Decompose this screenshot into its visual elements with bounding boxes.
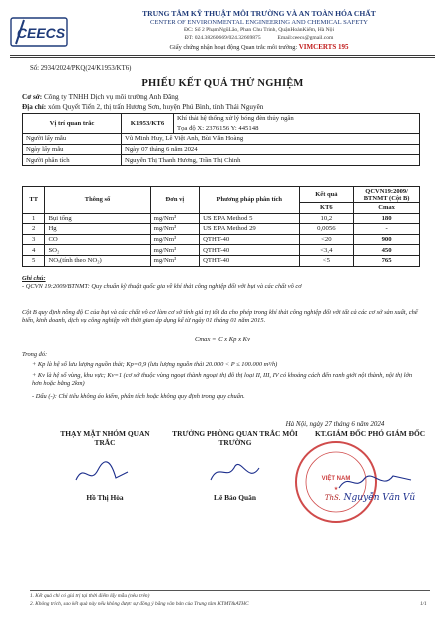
- note-where: Trong đó:: [22, 351, 48, 358]
- formula: Cmax = C x Kp x Kv: [195, 336, 250, 343]
- note-kv: + Kv là hệ số vùng, khu vực; Kv=1 (cơ sở thuộc vùng ngoại thành ngoại thị đô thị loại II, III, IV có khoảng cách đến ranh giới nội thành, nội thị lớn hơn hoặc bằng 2km): [32, 372, 413, 388]
- date-value: Ngày 07 tháng 6 năm 2024: [122, 144, 420, 155]
- note-kp: + Kp là hệ số lưu lượng nguồn thải; Kp=0,9 (lưu lượng nguồn thải 20.000 < P ≤ 100.000 m³/h): [32, 361, 278, 368]
- row-result: <3,4: [299, 245, 354, 256]
- row-unit: mg/Nm³: [150, 224, 199, 235]
- sign-date: Hà Nội, ngày 27 tháng 6 năm 2024: [285, 420, 385, 428]
- org-tel: ĐT: 024.38260669/024.32669875: [184, 35, 261, 41]
- col-result-code: KT6: [299, 203, 354, 214]
- row-tt: 4: [23, 245, 45, 256]
- result-row: [23, 255, 420, 266]
- info-row-date: [23, 144, 420, 155]
- row-limit: 450: [354, 245, 420, 256]
- footer-divider: [30, 590, 430, 591]
- page-number: 1/1: [420, 601, 427, 607]
- row-param: SO₂: [45, 245, 150, 256]
- row-param: Bụi tổng: [45, 213, 150, 224]
- svg-text:★: ★: [333, 486, 339, 492]
- org-contact: [78, 35, 440, 41]
- header-divider-thin: [10, 57, 435, 58]
- row-method: QTHT-40: [200, 234, 299, 245]
- note-qcvn: - QCVN 19:2009/BTNMT: Quy chuẩn kỹ thuật quốc gia về khí thải công nghiệp đối với bụi và các chất vô cơ: [22, 283, 302, 290]
- info-row-analyst: [23, 155, 420, 166]
- row-result: <5: [299, 255, 354, 266]
- row-unit: mg/Nm³: [150, 213, 199, 224]
- row-result: <20: [299, 234, 354, 245]
- footer-note-2: 2. Không trích, sao kết quả này nếu không được sự đồng ý bằng văn bản của Trung tâm KTMT&ATHC: [30, 601, 249, 607]
- sampler-label: Người lấy mẫu: [23, 134, 122, 145]
- row-tt: 1: [23, 213, 45, 224]
- location-coords: Tọa độ X: 2376156 Y: 445148: [174, 124, 420, 134]
- results-table: [22, 186, 420, 267]
- row-unit: mg/Nm³: [150, 234, 199, 245]
- analyst-value: Nguyễn Thị Thanh Hương, Trần Thị Chinh: [122, 155, 420, 166]
- header-divider: [10, 55, 435, 56]
- client-value: Công ty TNHH Dịch vụ môi trường Anh Đăng: [43, 93, 179, 101]
- doc-number: Số: 2934/2024/PKQ(24/K1953/KT6): [30, 65, 132, 72]
- date-label: Ngày lấy mẫu: [23, 144, 122, 155]
- signature-2: [205, 456, 265, 488]
- row-method: US EPA Method 5: [200, 213, 299, 224]
- org-name-vn: TRUNG TÂM KỸ THUẬT MÔI TRƯỜNG VÀ AN TOÀN HÓA CHẤT: [142, 9, 376, 18]
- signer2-name: Lê Bảo Quân: [214, 493, 256, 502]
- location-label: Vị trí quan trắc: [23, 114, 122, 134]
- signer3-prefix: ThS.: [324, 494, 341, 502]
- signer3-name-line: [295, 493, 445, 503]
- row-tt: 3: [23, 234, 45, 245]
- info-table: [22, 113, 420, 166]
- col-param: Thông số: [45, 187, 150, 214]
- col-tt: TT: [23, 187, 45, 214]
- doc-title: PHIẾU KẾT QUẢ THỬ NGHIỆM: [141, 78, 304, 89]
- signature-1: [72, 458, 132, 488]
- row-limit: 180: [354, 213, 420, 224]
- info-row-location: [23, 114, 420, 124]
- info-row-sampler: [23, 134, 420, 145]
- signer3-name: Nguyễn Văn Vũ: [343, 493, 416, 503]
- org-name-en: CENTER OF ENVIRONMENTAL ENGINEERING AND CHEMICAL SAFETY: [149, 19, 369, 26]
- client-line: [22, 93, 178, 101]
- logo-text: CEECS: [16, 25, 66, 41]
- row-limit: -: [354, 224, 420, 235]
- footer-note-1: 1. Kết quả chỉ có giá trị tại thời điểm lấy mẫu (nêu trên): [30, 593, 150, 599]
- analyst-label: Người phân tích: [23, 155, 122, 166]
- row-tt: 5: [23, 255, 45, 266]
- signer1-title: THẠY MẶT NHÓM QUAN TRẮC: [60, 429, 150, 447]
- svg-text:VIỆT NAM: VIỆT NAM: [321, 476, 351, 482]
- location-code: K1953/KT6: [122, 114, 174, 134]
- col-unit: Đơn vị: [150, 187, 199, 214]
- row-method: US EPA Method 29: [200, 224, 299, 235]
- row-param: CO: [45, 234, 150, 245]
- org-cert: [78, 43, 440, 51]
- row-limit: 900: [354, 234, 420, 245]
- signer3-title: KT.GIÁM ĐỐC PHÓ GIÁM ĐỐC: [314, 429, 426, 438]
- signer2-title: TRƯỞNG PHÒNG QUAN TRẮC MÔI TRƯỜNG: [172, 429, 298, 447]
- row-method: QTHT-40: [200, 255, 299, 266]
- col-result: Kết quả: [299, 187, 354, 203]
- client-label: Cơ sở:: [22, 93, 43, 101]
- location-desc: Khí thải hệ thống xử lý bóng đèn thủy ngân: [174, 114, 420, 124]
- signer1-name: Hồ Thị Hòa: [86, 493, 124, 502]
- org-email: Email:ceecs@gmail.com: [277, 35, 334, 41]
- result-row: [23, 224, 420, 235]
- org-address: ĐC: Số 2 PhạmNgũLão, Phan Chu Trinh, QuậnHoànKiếm, Hà Nội: [183, 27, 335, 33]
- address-value: xóm Quyết Tiến 2, thị trấn Hương Sơn, huyện Phú Bình, tỉnh Thái Nguyên: [47, 103, 264, 111]
- cert-code: VIMCERTS 195: [298, 43, 349, 51]
- row-param: NOₓ(tính theo NO₂): [45, 255, 150, 266]
- row-result: 0,0056: [299, 224, 354, 235]
- note-column-b: Cột B quy định nồng độ C của bụi và các chất vô cơ làm cơ sở tính giá trị tối đa cho phép trong khí thải công nghiệp đối với tất cả các cơ sở sản xuất, chế biến, kinh doanh, dịch vụ công nghiệp với thời gian áp dụng kể từ ngày 01 tháng 01 năm 2015.: [22, 309, 418, 325]
- address-label: Địa chỉ:: [22, 103, 47, 111]
- note-dash: - Dấu (-): Chỉ tiêu không áo kiểm, phân tích hoặc không quy định trong quy chuẩn.: [32, 393, 245, 400]
- cert-label: Giấy chứng nhận hoạt động Quan trắc môi trường:: [169, 44, 298, 51]
- row-unit: mg/Nm³: [150, 255, 199, 266]
- sampler-value: Vũ Minh Huy, Lê Việt Anh, Bùi Văn Hoàng: [122, 134, 420, 145]
- signature-3: [335, 470, 415, 494]
- row-tt: 2: [23, 224, 45, 235]
- address-line: [22, 103, 263, 111]
- col-method: Phương pháp phân tích: [200, 187, 299, 214]
- row-result: 10,2: [299, 213, 354, 224]
- ceecs-logo: [10, 10, 68, 54]
- col-standard: QCVN19:2009/ BTNMT (Cột B): [354, 187, 420, 203]
- row-unit: mg/Nm³: [150, 245, 199, 256]
- col-standard-sub: Cmax: [354, 203, 420, 214]
- row-limit: 765: [354, 255, 420, 266]
- row-method: QTHT-40: [200, 245, 299, 256]
- result-row: [23, 245, 420, 256]
- result-row: [23, 234, 420, 245]
- result-row: [23, 213, 420, 224]
- row-param: Hg: [45, 224, 150, 235]
- notes-heading: Ghi chú:: [22, 275, 46, 282]
